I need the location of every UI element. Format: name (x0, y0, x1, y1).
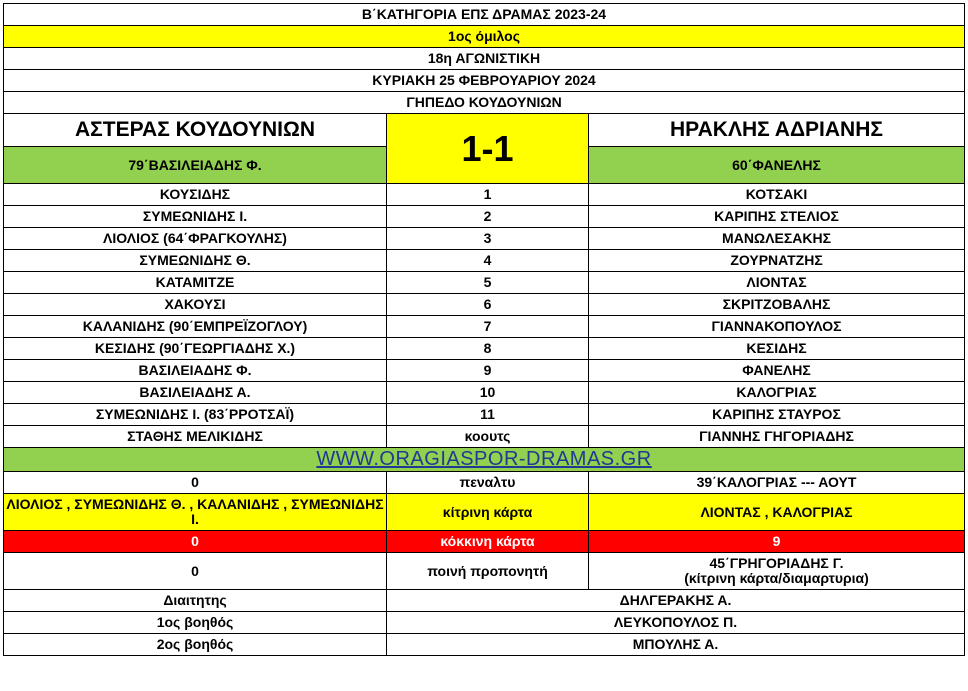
away-player: ΚΑΡΙΠΗΣ ΣΤΕΛΙΟΣ (589, 206, 965, 228)
round-label: 18η ΑΓΩΝΙΣΤΙΚΗ (4, 48, 965, 70)
home-player: ΣΥΜΕΩΝΙΔΗΣ Ι. (83΄ΡΡΟΤΣΑΪ) (4, 404, 387, 426)
home-player: ΣΥΜΕΩΝΙΔΗΣ Θ. (4, 250, 387, 272)
league-title: Β΄ΚΑΤΗΓΟΡΙΑ ΕΠΣ ΔΡΑΜΑΣ 2023-24 (4, 4, 965, 26)
home-player: ΚΟΥΣΙΔΗΣ (4, 184, 387, 206)
away-coach-penalty-line2: (κίτρινη κάρτα/διαμαρτυρια) (684, 570, 869, 586)
lineup-row (4, 316, 965, 338)
lineup-row (4, 338, 965, 360)
lineup-row (4, 294, 965, 316)
away-player: ΣΚΡΙΤΖΟΒΑΛΗΣ (589, 294, 965, 316)
title-row (4, 4, 965, 26)
lineup-row (4, 184, 965, 206)
away-player: ΜΑΝΩΛΕΣΑΚΗΣ (589, 228, 965, 250)
teams-row (4, 114, 965, 147)
website-row (4, 448, 965, 472)
shirt-number: 11 (387, 404, 589, 426)
home-player: ΚΕΣΙΔΗΣ (90΄ΓΕΩΡΓΙΑΔΗΣ Χ.) (4, 338, 387, 360)
official-row (4, 634, 965, 656)
official-role: 2ος βοηθός (4, 634, 387, 656)
shirt-number: 3 (387, 228, 589, 250)
away-coach-penalty (589, 553, 965, 590)
home-player: ΒΑΣΙΛΕΙΑΔΗΣ Φ. (4, 360, 387, 382)
final-score: 1-1 (387, 114, 589, 184)
away-player: ΚΑΡΙΠΗΣ ΣΤΑΥΡΟΣ (589, 404, 965, 426)
shirt-number: 1 (387, 184, 589, 206)
home-yellow-cards: ΛΙΟΛΙΟΣ , ΣΥΜΕΩΝΙΔΗΣ Θ. , ΚΑΛΑΝΙΔΗΣ , ΣΥΜΕΩΝΙΔΗΣ Ι. (4, 494, 387, 531)
away-player: ΛΙΟΝΤΑΣ (589, 272, 965, 294)
shirt-number: κοουτς (387, 426, 589, 448)
penalty-label: πεναλτυ (387, 472, 589, 494)
away-player: ΚΟΤΣΑΚΙ (589, 184, 965, 206)
lineup-row (4, 426, 965, 448)
lineup-row (4, 228, 965, 250)
lineup-row (4, 360, 965, 382)
stadium-row (4, 92, 965, 114)
home-player: ΚΑΛΑΝΙΔΗΣ (90΄ΕΜΠΡΕΪΖΟΓΛΟΥ) (4, 316, 387, 338)
lineup-row (4, 272, 965, 294)
lineup-row (4, 206, 965, 228)
away-coach-penalty-line1: 45΄ΓΡΗΓΟΡΙΑΔΗΣ Γ. (709, 555, 844, 572)
date-row (4, 70, 965, 92)
away-player: ΓΙΑΝΝΑΚΟΠΟΥΛΟΣ (589, 316, 965, 338)
away-player: ΓΙΑΝΝΗΣ ΓΗΓΟΡΙΑΔΗΣ (589, 426, 965, 448)
home-player: ΚΑΤΑΜΙΤΖΕ (4, 272, 387, 294)
officials (4, 590, 965, 656)
lineup-row (4, 382, 965, 404)
home-scorers: 79΄ΒΑΣΙΛΕΙΑΔΗΣ Φ. (4, 147, 387, 184)
group-label: 1ος όμιλος (4, 26, 965, 48)
home-coach-penalty: 0 (4, 553, 387, 590)
round-row (4, 48, 965, 70)
official-row (4, 590, 965, 612)
away-player: ΦΑΝΕΛΗΣ (589, 360, 965, 382)
coach-penalty-label: ποινή προπονητή (387, 553, 589, 590)
yellow-card-row (4, 494, 965, 531)
shirt-number: 6 (387, 294, 589, 316)
shirt-number: 8 (387, 338, 589, 360)
away-player: ΚΕΣΙΔΗΣ (589, 338, 965, 360)
official-row (4, 612, 965, 634)
home-player: ΧΑΚΟΥΣΙ (4, 294, 387, 316)
red-card-row (4, 531, 965, 553)
stadium-name: ΓΗΠΕΔΟ ΚΟΥΔΟΥΝΙΩΝ (4, 92, 965, 114)
home-player: ΒΑΣΙΛΕΙΑΔΗΣ Α. (4, 382, 387, 404)
match-report-sheet (3, 3, 965, 656)
home-player: ΣΤΑΘΗΣ ΜΕΛΙΚΙΔΗΣ (4, 426, 387, 448)
home-team-name: ΑΣΤΕΡΑΣ ΚΟΥΔΟΥΝΙΩΝ (4, 114, 387, 147)
official-role: 1ος βοηθός (4, 612, 387, 634)
shirt-number: 9 (387, 360, 589, 382)
website-link[interactable]: WWW.ORAGIASPOR-DRAMAS.GR (316, 448, 652, 470)
yellow-card-label: κίτρινη κάρτα (387, 494, 589, 531)
away-team-name: ΗΡΑΚΛΗΣ ΑΔΡΙΑΝΗΣ (589, 114, 965, 147)
official-name: ΔΗΛΓΕΡΑΚΗΣ Α. (387, 590, 965, 612)
official-name: ΜΠΟΥΛΗΣ Α. (387, 634, 965, 656)
away-player: ΖΟΥΡΝΑΤΖΗΣ (589, 250, 965, 272)
home-player: ΣΥΜΕΩΝΙΔΗΣ Ι. (4, 206, 387, 228)
shirt-number: 10 (387, 382, 589, 404)
official-role: Διαιτητης (4, 590, 387, 612)
shirt-number: 2 (387, 206, 589, 228)
shirt-number: 7 (387, 316, 589, 338)
home-player: ΛΙΟΛΙΟΣ (64΄ΦΡΑΓΚΟΥΛΗΣ) (4, 228, 387, 250)
away-red-cards: 9 (589, 531, 965, 553)
red-card-label: κόκκινη κάρτα (387, 531, 589, 553)
coach-penalty-row (4, 553, 965, 590)
lineup-row (4, 404, 965, 426)
home-red-cards: 0 (4, 531, 387, 553)
official-name: ΛΕΥΚΟΠΟΥΛΟΣ Π. (387, 612, 965, 634)
website-banner (4, 448, 965, 472)
away-scorers: 60΄ΦΑΝΕΛΗΣ (589, 147, 965, 184)
match-date: ΚΥΡΙΑΚΗ 25 ΦΕΒΡΟΥΑΡΙΟΥ 2024 (4, 70, 965, 92)
home-penalty: 0 (4, 472, 387, 494)
shirt-number: 4 (387, 250, 589, 272)
group-row (4, 26, 965, 48)
shirt-number: 5 (387, 272, 589, 294)
away-penalty: 39΄ΚΑΛΟΓΡΙΑΣ --- ΑΟΥΤ (589, 472, 965, 494)
away-player: ΚΑΛΟΓΡΙΑΣ (589, 382, 965, 404)
lineup-row (4, 250, 965, 272)
lineups (4, 184, 965, 448)
penalty-row (4, 472, 965, 494)
away-yellow-cards: ΛΙΟΝΤΑΣ , ΚΑΛΟΓΡΙΑΣ (589, 494, 965, 531)
